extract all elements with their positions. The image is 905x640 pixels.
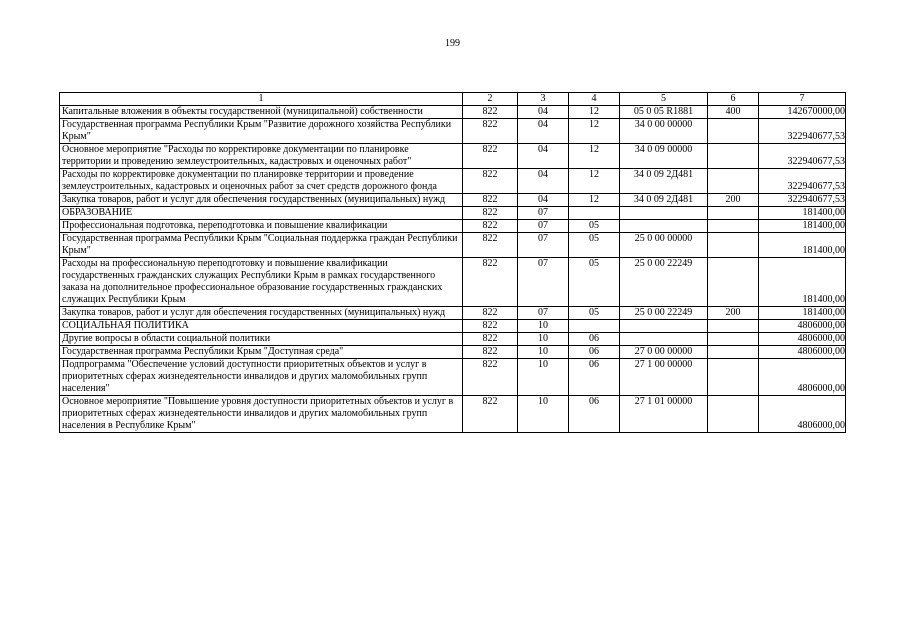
- table-row: [60, 333, 846, 346]
- budget-table: [59, 92, 846, 433]
- row-code-section: 10: [518, 346, 569, 359]
- table-row: [60, 194, 846, 207]
- row-code-subsection: [569, 207, 620, 220]
- row-code-ministry: 822: [463, 119, 518, 144]
- header-cell-1: 1: [60, 93, 463, 106]
- row-sum: 4806000,00: [759, 359, 846, 396]
- row-code-subsection: 12: [569, 194, 620, 207]
- row-code-target: 25 0 00 00000: [620, 233, 708, 258]
- row-code-subsection: 06: [569, 333, 620, 346]
- row-code-expense-type: [708, 258, 759, 307]
- table-row: [60, 346, 846, 359]
- row-name: Расходы на профессиональную переподготовку и повышение квалификации государственных гражданских служащих Республики Крым в рамках государственного заказа на дополнительное профессиональное образование государственных гражданских служащих Республики Крым: [60, 258, 463, 307]
- row-code-target: [620, 220, 708, 233]
- row-sum: 181400,00: [759, 258, 846, 307]
- row-code-ministry: 822: [463, 258, 518, 307]
- row-code-section: 04: [518, 169, 569, 194]
- row-code-expense-type: [708, 346, 759, 359]
- row-code-target: [620, 333, 708, 346]
- row-code-target: 25 0 00 22249: [620, 307, 708, 320]
- row-code-target: 27 1 01 00000: [620, 396, 708, 433]
- header-cell-7: 7: [759, 93, 846, 106]
- row-code-expense-type: [708, 333, 759, 346]
- row-name: Закупка товаров, работ и услуг для обеспечения государственных (муниципальных) нужд: [60, 307, 463, 320]
- row-sum: 4806000,00: [759, 333, 846, 346]
- table-row: [60, 144, 846, 169]
- row-code-subsection: 06: [569, 359, 620, 396]
- row-code-target: 34 0 09 2Д481: [620, 194, 708, 207]
- table-row: [60, 207, 846, 220]
- row-code-target: [620, 320, 708, 333]
- row-code-ministry: 822: [463, 307, 518, 320]
- row-sum: 4806000,00: [759, 396, 846, 433]
- row-sum: 322940677,53: [759, 144, 846, 169]
- row-sum: 322940677,53: [759, 169, 846, 194]
- row-sum: 181400,00: [759, 207, 846, 220]
- row-code-ministry: 822: [463, 359, 518, 396]
- row-sum: 322940677,53: [759, 119, 846, 144]
- row-code-ministry: 822: [463, 144, 518, 169]
- row-code-section: 07: [518, 307, 569, 320]
- header-cell-2: 2: [463, 93, 518, 106]
- row-code-section: 04: [518, 194, 569, 207]
- row-code-section: 10: [518, 320, 569, 333]
- row-code-section: 07: [518, 220, 569, 233]
- row-code-target: 27 0 00 00000: [620, 346, 708, 359]
- row-name: Государственная программа Республики Крым "Развитие дорожного хозяйства Республики Крым": [60, 119, 463, 144]
- row-name: СОЦИАЛЬНАЯ ПОЛИТИКА: [60, 320, 463, 333]
- row-name: Государственная программа Республики Крым "Доступная среда": [60, 346, 463, 359]
- row-code-section: 07: [518, 233, 569, 258]
- row-code-ministry: 822: [463, 106, 518, 119]
- row-name: Подпрограмма "Обеспечение условий доступности приоритетных объектов и услуг в приоритетных сферах жизнедеятельности инвалидов и других маломобильных групп населения": [60, 359, 463, 396]
- header-row: [60, 93, 846, 106]
- row-code-subsection: 06: [569, 396, 620, 433]
- row-code-subsection: 05: [569, 258, 620, 307]
- row-code-expense-type: [708, 233, 759, 258]
- row-code-expense-type: [708, 169, 759, 194]
- row-sum: 4806000,00: [759, 346, 846, 359]
- table-row: [60, 258, 846, 307]
- row-code-section: 07: [518, 258, 569, 307]
- row-name: Другие вопросы в области социальной политики: [60, 333, 463, 346]
- row-sum: 181400,00: [759, 233, 846, 258]
- row-sum: 4806000,00: [759, 320, 846, 333]
- row-code-expense-type: [708, 220, 759, 233]
- table-row: [60, 233, 846, 258]
- table-row: [60, 307, 846, 320]
- row-code-subsection: 05: [569, 307, 620, 320]
- row-code-ministry: 822: [463, 169, 518, 194]
- header-cell-3: 3: [518, 93, 569, 106]
- row-name: Государственная программа Республики Крым "Социальная поддержка граждан Республики Крым": [60, 233, 463, 258]
- row-code-ministry: 822: [463, 320, 518, 333]
- row-name: ОБРАЗОВАНИЕ: [60, 207, 463, 220]
- table-row: [60, 169, 846, 194]
- row-code-target: 25 0 00 22249: [620, 258, 708, 307]
- table-row: [60, 106, 846, 119]
- table-row: [60, 220, 846, 233]
- row-code-subsection: 12: [569, 106, 620, 119]
- header-cell-6: 6: [708, 93, 759, 106]
- table-row: [60, 359, 846, 396]
- row-code-target: 27 1 00 00000: [620, 359, 708, 396]
- row-code-ministry: 822: [463, 220, 518, 233]
- row-code-expense-type: [708, 144, 759, 169]
- row-code-subsection: 05: [569, 220, 620, 233]
- row-code-target: [620, 207, 708, 220]
- row-code-section: 04: [518, 106, 569, 119]
- row-code-expense-type: [708, 207, 759, 220]
- row-name: Профессиональная подготовка, переподготовка и повышение квалификации: [60, 220, 463, 233]
- row-code-section: 04: [518, 119, 569, 144]
- row-sum: 181400,00: [759, 220, 846, 233]
- row-code-ministry: 822: [463, 396, 518, 433]
- row-code-subsection: 12: [569, 169, 620, 194]
- row-code-section: 10: [518, 359, 569, 396]
- row-code-target: 34 0 00 00000: [620, 119, 708, 144]
- row-code-expense-type: [708, 396, 759, 433]
- row-code-expense-type: 200: [708, 307, 759, 320]
- row-code-subsection: 12: [569, 119, 620, 144]
- row-code-target: 34 0 09 2Д481: [620, 169, 708, 194]
- row-name: Расходы по корректировке документации по планировке территории и проведение землеустроительных, кадастровых и оценочных работ за счет средств дорожного фонда: [60, 169, 463, 194]
- row-name: Основное мероприятие "Расходы по корректировке документации по планировке территории и проведению землеустроительных, кадастровых и оценочных работ": [60, 144, 463, 169]
- page-number: 199: [445, 38, 460, 49]
- row-code-ministry: 822: [463, 233, 518, 258]
- row-code-expense-type: 200: [708, 194, 759, 207]
- row-code-ministry: 822: [463, 346, 518, 359]
- row-code-subsection: 05: [569, 233, 620, 258]
- row-code-target: 34 0 09 00000: [620, 144, 708, 169]
- row-code-expense-type: 400: [708, 106, 759, 119]
- row-code-expense-type: [708, 359, 759, 396]
- row-code-ministry: 822: [463, 333, 518, 346]
- row-code-section: 07: [518, 207, 569, 220]
- row-code-target: 05 0 05 R1881: [620, 106, 708, 119]
- row-code-subsection: 12: [569, 144, 620, 169]
- row-code-subsection: 06: [569, 346, 620, 359]
- row-code-subsection: [569, 320, 620, 333]
- row-code-section: 10: [518, 396, 569, 433]
- table-row: [60, 119, 846, 144]
- table-row: [60, 320, 846, 333]
- row-name: Закупка товаров, работ и услуг для обеспечения государственных (муниципальных) нужд: [60, 194, 463, 207]
- header-cell-4: 4: [569, 93, 620, 106]
- table-row: [60, 396, 846, 433]
- row-code-section: 04: [518, 144, 569, 169]
- row-name: Капитальные вложения в объекты государственной (муниципальной) собственности: [60, 106, 463, 119]
- row-code-expense-type: [708, 119, 759, 144]
- row-code-ministry: 822: [463, 207, 518, 220]
- row-code-expense-type: [708, 320, 759, 333]
- row-code-section: 10: [518, 333, 569, 346]
- row-code-ministry: 822: [463, 194, 518, 207]
- row-sum: 181400,00: [759, 307, 846, 320]
- row-sum: 322940677,53: [759, 194, 846, 207]
- header-cell-5: 5: [620, 93, 708, 106]
- row-name: Основное мероприятие "Повышение уровня доступности приоритетных объектов и услуг в приоритетных сферах жизнедеятельности инвалидов и других маломобильных групп населения в Республике Крым": [60, 396, 463, 433]
- row-sum: 142670000,00: [759, 106, 846, 119]
